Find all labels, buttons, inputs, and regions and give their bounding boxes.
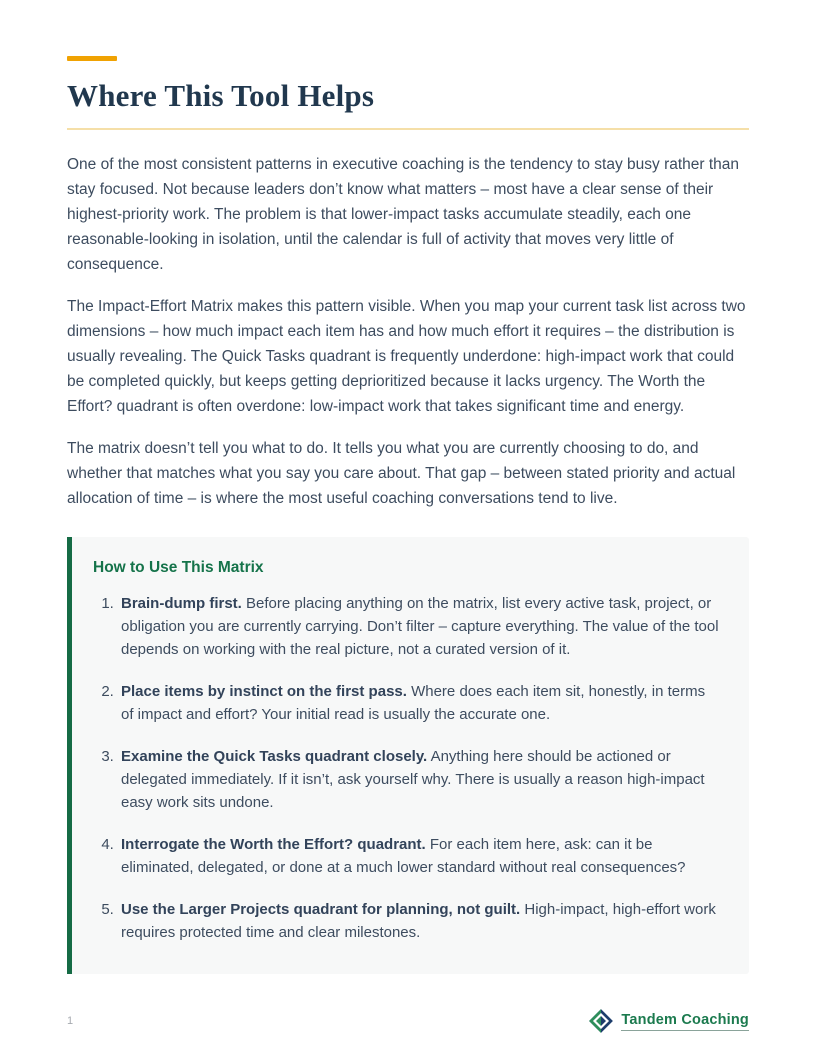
tandem-diamond-icon [588, 1008, 614, 1034]
brand-logo-link[interactable] [588, 1008, 749, 1034]
page-content [67, 0, 749, 974]
page-number: 1 [67, 1015, 74, 1027]
step-lead: Place items by instinct on the first pass. [121, 683, 407, 700]
list-item [118, 592, 721, 661]
page-title: Where This Tool Helps [67, 78, 375, 113]
step-text: Where does each item sit, honestly, in terms of impact and effort? Your initial read is usually the accurate one. [121, 683, 706, 723]
callout-steps-list [118, 592, 721, 944]
step-text: High-impact, high-effort work requires protected time and clear milestones. [121, 901, 716, 941]
title-accent-bar [67, 56, 117, 61]
step-lead: Examine the Quick Tasks quadrant closely. [121, 748, 428, 765]
step-text: Before placing anything on the matrix, list every active task, project, or obligation you are currently carrying. Don’t filter – capture everything. The value of the tool depends on working with the real picture, not a curated version of it. [121, 595, 719, 658]
list-item [118, 833, 721, 879]
paragraph-2: The Impact-Effort Matrix makes this pattern visible. When you map your current task list across two dimensions – how much impact each item has and how much effort it requires – the distribution is usually revealing. The Quick Tasks quadrant is frequently underdone: high-impact work that could be completed quickly, but keeps getting deprioritized because it lacks urgency. The Worth the Effort? quadrant is often overdone: low-impact work that takes significant time and energy. [67, 298, 746, 415]
step-lead: Interrogate the Worth the Effort? quadrant. [121, 836, 426, 853]
paragraph-3: The matrix doesn’t tell you what to do. It tells you what you are currently choosing to do, and whether that matches what you say you care about. That gap – between stated priority and actual allocation of time – is where the most useful coaching conversations tend to live. [67, 440, 736, 507]
callout-heading: How to Use This Matrix [93, 559, 264, 576]
step-lead: Use the Larger Projects quadrant for planning, not guilt. [121, 901, 521, 918]
list-item [118, 745, 721, 814]
step-text: For each item here, ask: can it be eliminated, delegated, or done at a much lower standard without real consequences? [121, 836, 686, 876]
title-divider [67, 128, 749, 130]
list-item [118, 680, 721, 726]
step-text: Anything here should be actioned or delegated immediately. If it isn’t, ask yourself why. There is usually a reason high-impact easy work sits undone. [121, 748, 705, 811]
page-footer [67, 1008, 749, 1034]
how-to-use-callout [67, 537, 749, 974]
paragraph-1: One of the most consistent patterns in executive coaching is the tendency to stay busy rather than stay focused. Not because leaders don’t know what matters – most have a clear sense of their highest-priority work. The problem is that lower-impact tasks accumulate steadily, each one reasonable-looking in isolation, until the calendar is full of activity that moves very little of consequence. [67, 156, 740, 273]
step-lead: Brain-dump first. [121, 595, 242, 612]
list-item [118, 898, 721, 944]
brand-name: Tandem Coaching [621, 1012, 749, 1031]
